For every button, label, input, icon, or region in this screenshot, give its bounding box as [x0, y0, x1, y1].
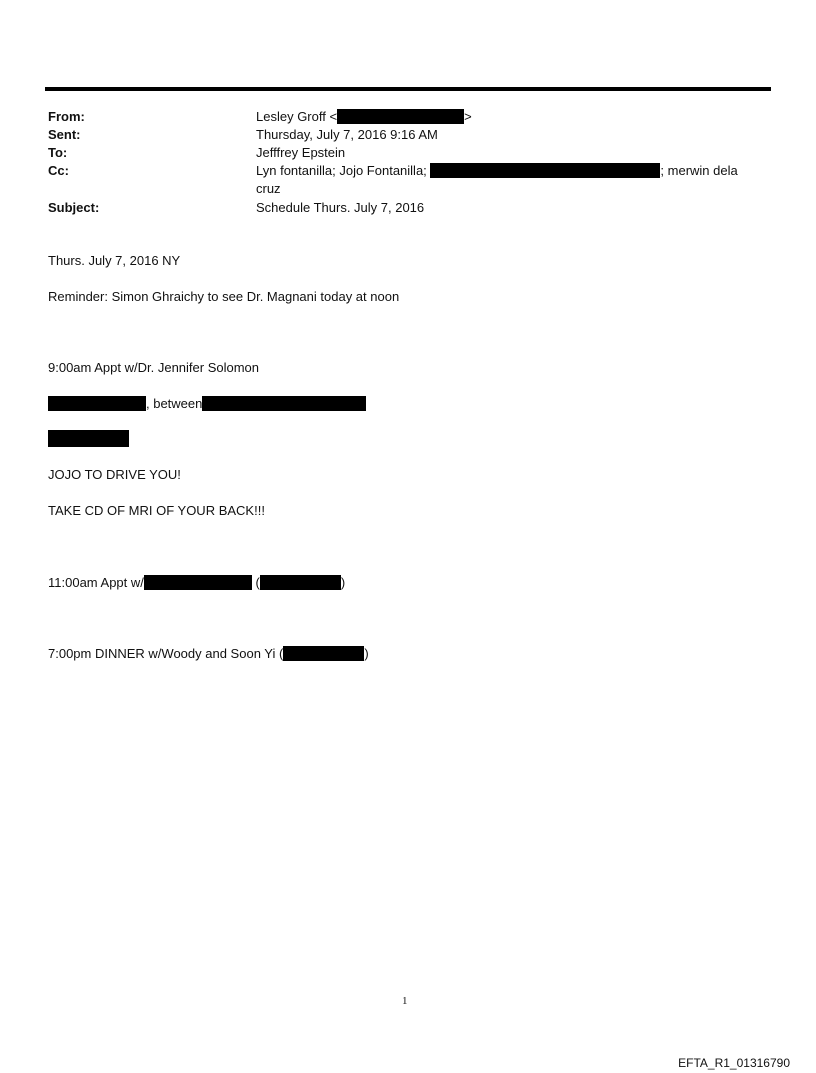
- from-name: Lesley Groff <: [256, 109, 338, 124]
- redaction-block: [202, 396, 366, 411]
- paren-close: ): [340, 575, 346, 590]
- header-rule: [45, 87, 771, 91]
- appointment-1: 9:00am Appt w/Dr. Jennifer Solomon: [48, 360, 260, 375]
- redaction-block: [144, 575, 252, 590]
- redaction-block: [337, 109, 464, 124]
- cc-value: [256, 162, 738, 180]
- bates-number: EFTA_R1_01316790: [678, 1056, 790, 1070]
- from-value: [256, 108, 472, 126]
- cc-value-continued: cruz: [256, 181, 281, 196]
- subject-value: Schedule Thurs. July 7, 2016: [256, 200, 425, 215]
- dinner-text: 7:00pm DINNER w/Woody and Soon Yi (: [48, 646, 284, 661]
- cc-label: Cc:: [48, 163, 69, 178]
- paren-close: ): [364, 646, 369, 661]
- from-label: From:: [48, 109, 85, 124]
- appointment-2: [48, 574, 345, 592]
- redaction-block: [48, 430, 129, 447]
- redaction-block: [260, 575, 341, 590]
- drive-note: JOJO TO DRIVE YOU!: [48, 467, 181, 482]
- to-value: Jefffrey Epstein: [256, 145, 346, 160]
- redaction-block: [48, 396, 146, 411]
- page-number: 1: [402, 995, 408, 1007]
- date-line: Thurs. July 7, 2016 NY: [48, 253, 181, 268]
- reminder-line: Reminder: Simon Ghraichy to see Dr. Magnani today at noon: [48, 289, 400, 304]
- subject-label: Subject:: [48, 200, 100, 215]
- sent-label: Sent:: [48, 127, 81, 142]
- appointment-1-location: [48, 430, 129, 449]
- appointment-1-details: [48, 395, 366, 413]
- redaction-block: [283, 646, 364, 661]
- paren-open: (: [251, 575, 260, 590]
- from-close: >: [464, 109, 472, 124]
- mri-note: TAKE CD OF MRI OF YOUR BACK!!!: [48, 503, 265, 518]
- appointment-2-time: 11:00am Appt w/: [48, 575, 144, 590]
- redaction-block: [430, 163, 660, 178]
- dinner-line: [48, 645, 369, 663]
- sent-value: Thursday, July 7, 2016 9:16 AM: [256, 127, 438, 142]
- cc-names-more: ; merwin dela: [660, 163, 738, 178]
- to-label: To:: [48, 145, 68, 160]
- between-text: , between: [146, 396, 203, 411]
- cc-names: Lyn fontanilla; Jojo Fontanilla;: [256, 163, 427, 178]
